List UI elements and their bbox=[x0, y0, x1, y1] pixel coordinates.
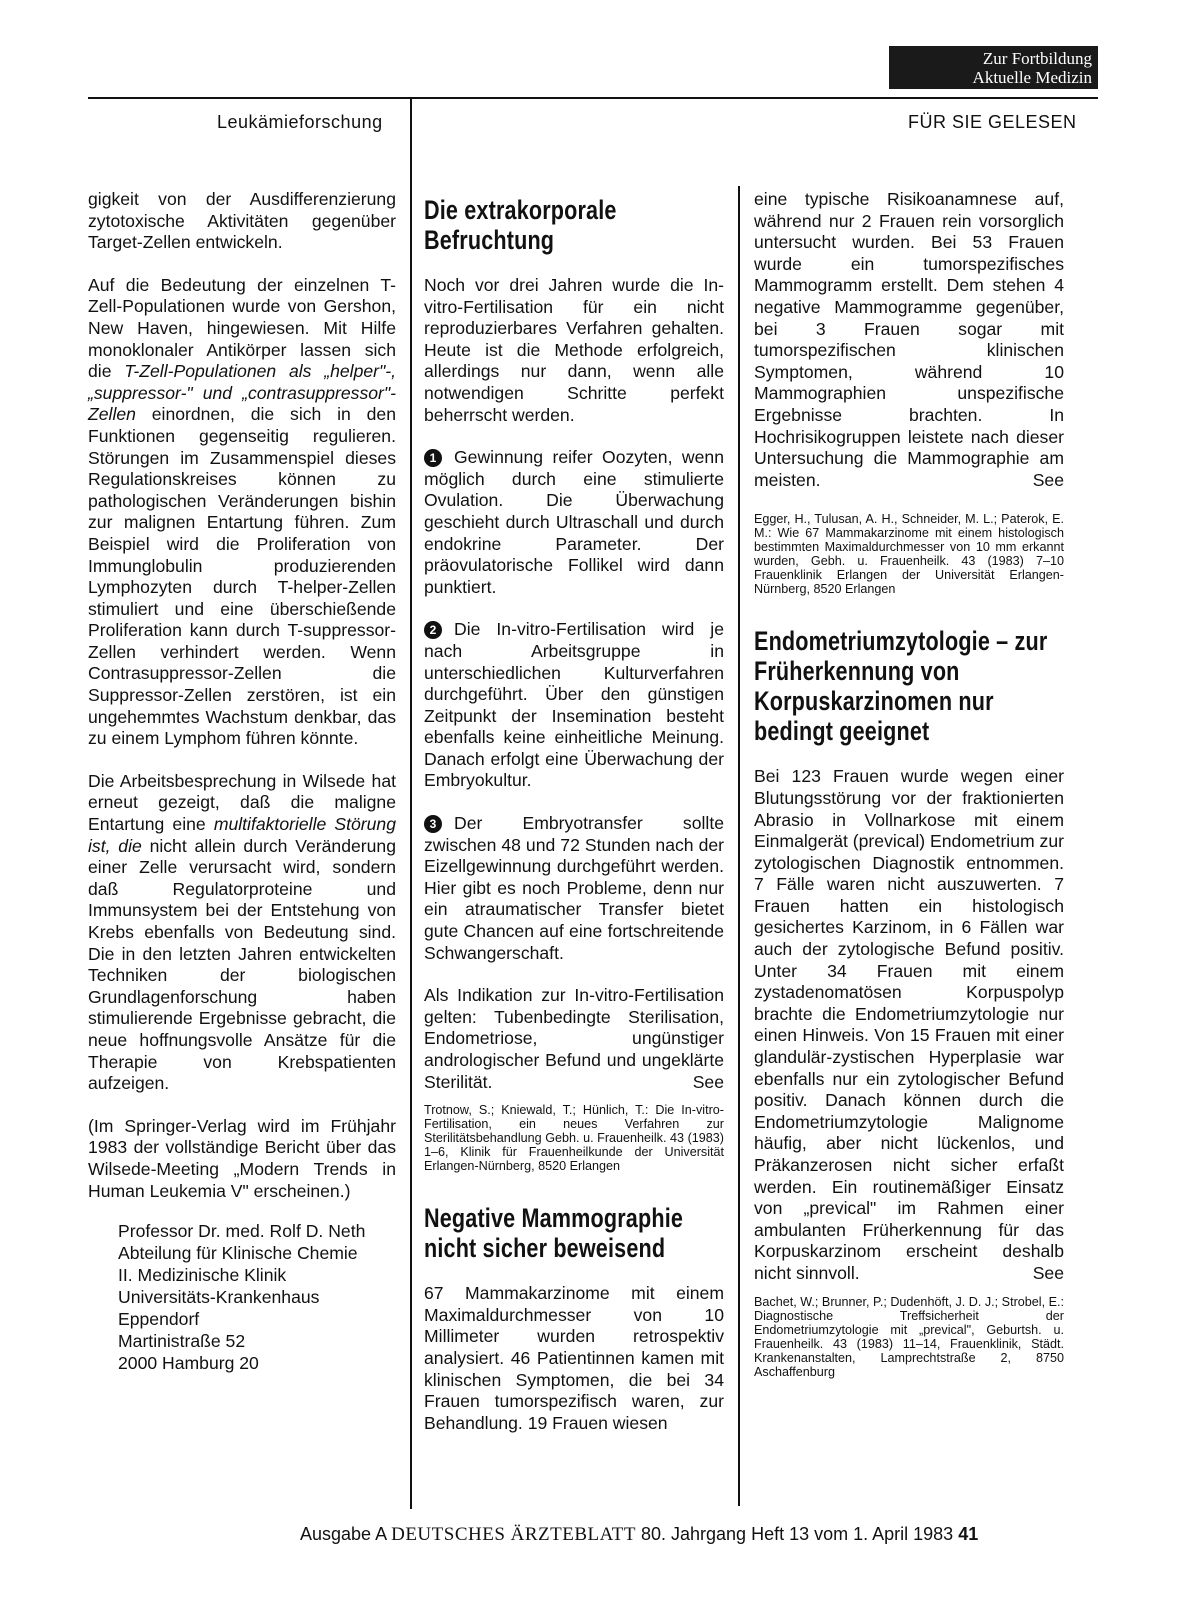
paragraph-mammography-end bbox=[754, 189, 1064, 491]
article-title-mammography: Negative Mammographie nicht sicher beweisend bbox=[424, 1203, 684, 1264]
address-line: Universitäts-Krankenhaus bbox=[118, 1287, 320, 1308]
paragraph-springer: (Im Springer-Verlag wird im Frühjahr 1983 der vollständige Bericht über das Wilsede-Meeting „Modern Trends in Human Leukemia V" erscheinen.) bbox=[88, 1115, 396, 1201]
address-line: Professor Dr. med. Rolf D. Neth bbox=[118, 1221, 366, 1242]
list-item-text: Die In-vitro-Fertilisation wird je nach Arbeitsgruppe in unterschiedlichen Kulturverfahren durchgeführt. Über den günstigen Zeitpunkt der Insemination besteht ebenfalls keine einheitliche Meinung. Danach erfolgt eine Überwachung der Embryokultur. bbox=[424, 619, 724, 791]
p2-text-a: Auf die Bedeutung der einzelnen T-Zell-Populationen wurde von Gershon, New Haven, hingewiesen. Mit Hilfe monoklonaler Antikörper lassen sich die bbox=[88, 274, 396, 382]
author-address bbox=[118, 1220, 396, 1374]
paragraph-t-cell bbox=[88, 275, 396, 750]
column-divider-1 bbox=[410, 99, 412, 1509]
address-line: Eppendorf bbox=[118, 1309, 200, 1330]
page-footer bbox=[300, 1524, 1100, 1546]
p2-italic: T-Zell-Populationen als „helper"-, „suppressor-" und „contrasuppressor"-Zellen bbox=[88, 361, 396, 425]
paragraph-wilsede bbox=[88, 771, 396, 1095]
page-number: 41 bbox=[958, 1524, 979, 1544]
address-line: 2000 Hamburg 20 bbox=[118, 1353, 259, 1374]
footer-issue: 80. Jahrgang Heft 13 vom 1. April 1983 bbox=[640, 1524, 954, 1544]
address-line: Martinistraße 52 bbox=[118, 1331, 246, 1352]
p3-italic: multifaktorielle Störung ist, die bbox=[88, 814, 396, 856]
column-2 bbox=[424, 195, 724, 1455]
footer-magazine: DEUTSCHES ÄRZTEBLATT bbox=[391, 1524, 636, 1545]
mammography-text: eine typische Risikoanamnese auf, während nur 2 Frauen rein vorsorglich untersucht wurden. Bei 53 Frauen wurde ein tumorspezifisches Mammogramm erstellt. Dem stehen 4 negative Mammogramme gegenüber, bei 3 Frauen sogar mit tumorspezifischen klinischen Symptomen, während 10 Mammographien unspezifische Ergebnisse brachten. In Hochrisikogruppen leistete nach dieser Untersuchung die Mammographie am meisten. bbox=[754, 189, 1064, 490]
list-item-text: Der Embryotransfer sollte zwischen 48 und 72 Stunden nach der Eizellgewinnung durchgeführt werden. Hier gibt es noch Probleme, denn nur ein atraumatischer Transfer bietet gute Chancen auf eine fortschreitende Schwangerschaft. bbox=[424, 813, 724, 963]
p2-text-c: einordnen, die sich in den Funktionen gegenseitig regulieren. Störungen im Zusammenspiel dieses Regulationskreises können zu pathologischen Veränderungen bishin zur malignen Entartung führen. Zum Beispiel wird die Proliferation von Immunglobulin produzierenden Lymphozyten durch T-helper-Zellen stimuliert und eine überschießende Proliferation kann durch T-suppressor-Zellen verhindert werden. Wenn Contrasuppressor-Zellen die Suppressor-Zellen zerstören, ist ein ungehemmtes Wachstum denkbar, das zu einem Lymphom führen könnte. bbox=[88, 404, 396, 749]
reference-ivf: Trotnow, S.; Kniewald, T.; Hünlich, T.: Die In-vitro-Fertilisation, ein neues Verfahren zur Sterilitätsbehandlung Gebh. u. Frauenheilk. 43 (1983) 1–6, Klinik für Frauenheilkunde der Universität Erlangen-Nürnberg, 8520 Erlangen bbox=[424, 1103, 724, 1174]
paragraph-ivf-intro: Noch vor drei Jahren wurde die In-vitro-Fertilisation für ein nicht reproduzierbares Verfahren gehalten. Heute ist die Methode erfolgreich, allerdings nur dann, wenn alle notwendigen Schritte perfekt beherrscht werden. bbox=[424, 275, 724, 425]
number-bullet: 2 bbox=[424, 621, 442, 639]
list-item-text: Gewinnung reifer Oozyten, wenn möglich durch eine stimulierte Ovulation. Die Überwachung geschieht durch Ultraschall und durch endokrine Parameter. Der präovulatorische Follikel wird dann punktiert. bbox=[424, 447, 724, 597]
section-title-left: Leukämieforschung bbox=[217, 112, 383, 132]
list-item-2 bbox=[424, 619, 724, 792]
footer-edition: Ausgabe A bbox=[300, 1524, 387, 1544]
column-1 bbox=[88, 189, 396, 1374]
endometrium-text: Bei 123 Frauen wurde wegen einer Blutungsstörung vor der fraktionierten Abrasio in Vollnarkose mit einem Einmalgerät (prevical) Endometrium zur zytologischen Diagnostik entnommen. 7 Fälle waren nicht auszuwerten. 7 Frauen hatten ein histologisch gesichertes Karzinom, in 6 Fällen war auch der zytologische Befund positiv. Unter 34 Frauen mit einem zystadenomatösen Korpuspolyp brachte die Endometriumzytologie nur einen Hinweis. Von 15 Frauen mit einer glandulär-zystischen Hyperplasie war ebenfalls nur ein zytologischer Befund positiv. Danach können durch die Endometriumzytologie Malignome häufig, aber nicht lückenlos, und Präkanzerosen nicht sicher erfaßt werden. Ein routinemäßiger Einsatz von „prevical" im Rahmen einer ambulanten Früherkennung für das Korpuskarzinom erscheint deshalb nicht sinnvoll. bbox=[754, 766, 1064, 1283]
paragraph-endometrium bbox=[754, 766, 1064, 1284]
indication-text: Als Indikation zur In-vitro-Fertilisation gelten: Tubenbedingte Sterilisation, Endometriose, ungünstiger andrologischer Befund und ungeklärte Sterilität. bbox=[424, 985, 724, 1092]
badge-line-1: Zur Fortbildung bbox=[982, 49, 1092, 68]
list-item-3 bbox=[424, 813, 724, 964]
badge-line-2: Aktuelle Medizin bbox=[972, 68, 1092, 87]
section-badge bbox=[889, 46, 1098, 89]
list-item-1 bbox=[424, 447, 724, 598]
paragraph-indication bbox=[424, 985, 724, 1093]
author-initials: See bbox=[692, 1071, 724, 1092]
address-line: Abteilung für Klinische Chemie bbox=[118, 1243, 358, 1264]
author-initials: See bbox=[1032, 1262, 1064, 1283]
top-rule bbox=[88, 97, 1098, 99]
p3-text-c: nicht allein durch Veränderung einer Zelle verursacht wird, sondern daß Regulatorproteine und Immunsystem bei der Entstehung von Krebs ebenfalls von Bedeutung sind. Die in den letzten Jahren entwickelten Techniken der biologischen Grundlagenforschung haben stimulierende Ergebnisse gebracht, die neue hoffnungsvolle Ansätze für die Therapie von Krebspatienten aufzeigen. bbox=[88, 835, 396, 1094]
paragraph-continuation: gigkeit von der Ausdifferenzierung zytotoxische Aktivitäten gegenüber Target-Zellen entwickeln. bbox=[88, 189, 396, 253]
address-line: II. Medizinische Klinik bbox=[118, 1265, 287, 1286]
number-bullet: 1 bbox=[424, 449, 442, 467]
author-initials: See bbox=[1032, 469, 1064, 490]
column-divider-2 bbox=[738, 186, 740, 1506]
reference-endometrium: Bachet, W.; Brunner, P.; Dudenhöft, J. D. J.; Strobel, E.: Diagnostische Treffsicherheit der Endometriumzytologie mit „prevical", Geburtsh. u. Frauenheilk. 43 (1983) 11–14, Frauenklinik, Städt. Krankenanstalten, Lamprechtstraße 2, 8750 Aschaffenburg bbox=[754, 1294, 1064, 1379]
paragraph-mammography-start: 67 Mammakarzinome mit einem Maximaldurchmesser von 10 Millimeter wurden retrospektiv analysiert. 46 Patientinnen kamen mit klinischen Symptomen, die bei 34 Frauen tumorspezifisch waren, zur Behandlung. 19 Frauen wiesen bbox=[424, 1283, 724, 1433]
article-title-ivf: Die extrakorporale Befruchtung bbox=[424, 195, 617, 255]
reference-mammography: Egger, H., Tulusan, A. H., Schneider, M. L.; Paterok, E. M.: Wie 67 Mammakarzinome mit einem histologisch bestimmten Maximaldurchmesser von 10 mm erkannt wurden, Gebh. u. Frauenheilk. 43 (1983) 7–10 Frauenklinik Erlangen der Universität Erlangen-Nürnberg, 8520 Erlangen bbox=[754, 512, 1064, 597]
section-title-right: FÜR SIE GELESEN bbox=[908, 112, 1077, 132]
article-title-endometrium: Endometriumzytologie – zur Früherkennung von Korpuskarzinomen nur bedingt geeignet bbox=[754, 626, 1048, 747]
column-3 bbox=[754, 189, 1064, 1409]
number-bullet: 3 bbox=[424, 815, 442, 833]
p3-text-a: Die Arbeitsbesprechung in Wilsede hat erneut gezeigt, daß die maligne Entartung eine bbox=[88, 770, 396, 835]
